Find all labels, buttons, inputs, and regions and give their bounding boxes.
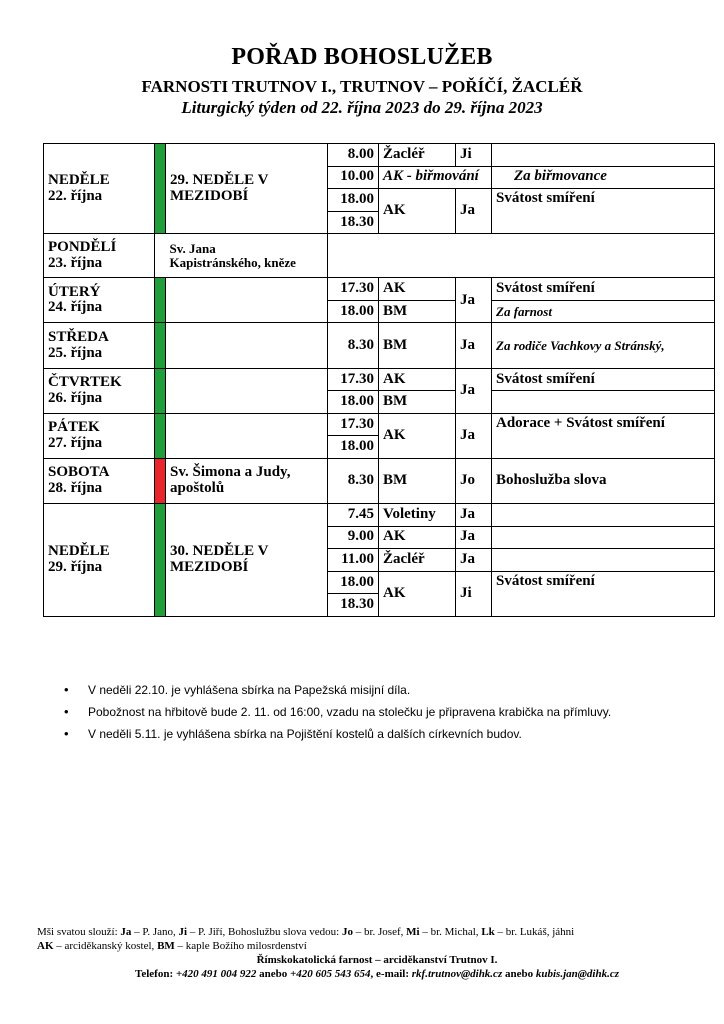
page-title: POŘAD BOHOSLUŽEB <box>231 44 493 70</box>
day-cell <box>44 144 155 234</box>
day-name: NEDĚLE <box>48 171 110 188</box>
day-cell <box>44 504 155 617</box>
day-cell <box>44 278 155 323</box>
feast-cell <box>166 413 328 458</box>
day-name: ÚTERÝ <box>48 283 101 300</box>
note-cell: Za farnost <box>492 300 715 323</box>
feast-line: Kapistránského, kněze <box>169 254 296 270</box>
list-item: • V neděli 5.11. je vyhlášena sbírka na Pojištění kostelů a dalších církevních budov. <box>64 723 704 745</box>
place-cell: BM <box>379 391 456 414</box>
table-row <box>44 323 715 368</box>
place-cell: AK <box>379 571 456 616</box>
place-name: AK - biřmování <box>383 168 479 185</box>
feast-cell <box>166 278 328 323</box>
note-cell: Za rodiče Vachkovy a Stránský, <box>492 323 715 368</box>
priest-cell: Ja <box>456 526 492 549</box>
time-cell: 8.30 <box>328 323 379 368</box>
feast-cell <box>166 234 328 278</box>
liturgical-color-marker <box>155 323 166 368</box>
time-cell: 7.45 <box>328 504 379 527</box>
day-date: 28. října <box>48 479 103 496</box>
note-cell <box>492 504 715 527</box>
place-cell: AK <box>379 413 456 458</box>
footer-contact: Telefon: +420 491 004 922 anebo +420 605 543 654, e-mail: rkf.trutnov@dihk.cz anebo kubis.jan@dihk.cz <box>135 968 619 980</box>
day-name: PÁTEK <box>48 419 100 436</box>
table-row <box>44 413 715 436</box>
feast-cell: Sv. Šimona a Judy, apoštolů <box>166 458 328 503</box>
day-date: 23. října <box>48 254 103 271</box>
liturgical-color-marker <box>155 458 166 503</box>
place-cell: AK <box>379 526 456 549</box>
day-name: ČTVRTEK <box>48 373 122 390</box>
day-date: 26. října <box>48 389 103 406</box>
time-cell: 17.30 <box>328 278 379 301</box>
note-cell <box>492 144 715 167</box>
table-row <box>44 234 715 278</box>
footer-organization: Římskokatolická farnost – arciděkanství Trutnov I. <box>256 954 498 966</box>
list-item: • Pobožnost na hřbitově bude 2. 11. od 16:00, vzadu na stolečku je připravena krabička na přímluvy. <box>64 701 704 723</box>
table-row <box>44 368 715 391</box>
place-cell: BM <box>379 458 456 503</box>
footer-celebrants: Mši svatou slouží: Ja – P. Jano, Ji – P. Jiří, Bohoslužbu slova vedou: Jo – br. Josef, Mi – br. Michal, Lk – br. Lukáš, jáhni <box>37 926 575 938</box>
day-name: STŘEDA <box>48 328 109 345</box>
day-name: NEDĚLE <box>48 543 110 560</box>
place-cell: Voletiny <box>379 504 456 527</box>
note-cell <box>492 391 715 414</box>
priest-cell: Ji <box>456 571 492 616</box>
place-cell: AK <box>379 278 456 301</box>
time-cell: 17.30 <box>328 368 379 391</box>
time-cell: 8.00 <box>328 144 379 167</box>
note-cell: Bohoslužba slova <box>492 458 715 503</box>
priest-cell: Jo <box>456 458 492 503</box>
table-row <box>44 458 715 503</box>
time-cell: 11.00 <box>328 549 379 572</box>
day-date: 22. října <box>48 187 103 204</box>
liturgical-week: Liturgický týden od 22. října 2023 do 29. října 2023 <box>181 98 543 117</box>
liturgical-color-marker <box>155 144 166 234</box>
place-cell: Žacléř <box>379 549 456 572</box>
priest-cell: Ja <box>456 549 492 572</box>
time-cell: 18.30 <box>328 594 379 617</box>
phone-link[interactable]: +420 491 004 922 <box>175 968 257 980</box>
feast-cell: 30. NEDĚLE V MEZIDOBÍ <box>166 504 328 617</box>
day-cell <box>44 458 155 503</box>
place-cell: AK <box>379 189 456 234</box>
time-cell: 18.00 <box>328 300 379 323</box>
priest-cell: Ja <box>456 413 492 458</box>
time-cell: 8.30 <box>328 458 379 503</box>
place-cell: BM <box>379 300 456 323</box>
table-row <box>44 144 715 167</box>
feast-cell <box>166 323 328 368</box>
priest-cell: Ji <box>456 144 492 167</box>
time-cell: 18.30 <box>328 211 379 234</box>
place-cell: Žacléř <box>379 144 456 167</box>
priest-cell: Ja <box>456 504 492 527</box>
day-name: PONDĚLÍ <box>48 239 117 256</box>
liturgical-color-marker <box>155 278 166 323</box>
table-row <box>44 278 715 301</box>
time-cell: 17.30 <box>328 413 379 436</box>
priest-cell: Ja <box>456 278 492 323</box>
place-cell <box>379 166 492 189</box>
footer <box>37 925 717 981</box>
phone-link[interactable]: +420 605 543 654 <box>290 968 371 980</box>
announcements-list <box>64 679 704 745</box>
liturgical-color-marker <box>155 413 166 458</box>
note-cell <box>492 526 715 549</box>
priest-cell: Ja <box>456 189 492 234</box>
note-cell: Svátost smíření <box>492 368 715 391</box>
time-cell: 18.00 <box>328 391 379 414</box>
priest-cell: Ja <box>456 323 492 368</box>
liturgical-color-marker <box>155 234 166 278</box>
schedule-table <box>43 143 715 617</box>
day-date: 24. října <box>48 299 103 316</box>
time-cell: 18.00 <box>328 571 379 594</box>
day-date: 29. října <box>48 559 103 575</box>
day-date: 27. října <box>48 434 103 451</box>
table-row <box>44 504 715 527</box>
time-cell: 10.00 <box>328 166 379 189</box>
day-cell <box>44 413 155 458</box>
priest-cell: Ja <box>456 368 492 413</box>
note-cell: Svátost smíření <box>492 571 715 616</box>
time-cell: 18.00 <box>328 189 379 212</box>
note-cell: Svátost smíření <box>492 278 715 301</box>
note-cell: Svátost smíření <box>492 189 715 234</box>
liturgical-color-marker <box>155 504 166 617</box>
feast-cell <box>166 368 328 413</box>
empty-cell <box>328 234 715 278</box>
note-cell <box>492 549 715 572</box>
day-cell <box>44 323 155 368</box>
day-cell <box>44 368 155 413</box>
day-date: 25. října <box>48 344 103 361</box>
day-cell <box>44 234 155 278</box>
liturgical-color-marker <box>155 368 166 413</box>
note-cell: Adorace + Svátost smíření <box>492 413 715 458</box>
footer-places: AK – arciděkanský kostel, BM – kaple Božího milosrdenství <box>37 940 307 952</box>
email-link[interactable]: rkf.trutnov@dihk.cz <box>411 968 503 980</box>
note-cell: Za biřmovance <box>492 166 715 189</box>
feast-line: Sv. Jana <box>169 241 216 257</box>
feast-cell: 29. NEDĚLE V MEZIDOBÍ <box>166 144 328 234</box>
time-cell: 9.00 <box>328 526 379 549</box>
time-cell: 18.00 <box>328 436 379 459</box>
list-item: • V neděli 22.10. je vyhlášena sbírka na Papežská misijní díla. <box>64 679 704 701</box>
place-cell: BM <box>379 323 456 368</box>
email-link[interactable]: kubis.jan@dihk.cz <box>535 968 619 980</box>
parish-subtitle: FARNOSTI TRUTNOV I., TRUTNOV – POŘÍČÍ, ŽACLÉŘ <box>141 77 583 96</box>
day-name: SOBOTA <box>48 464 110 481</box>
place-cell: AK <box>379 368 456 391</box>
